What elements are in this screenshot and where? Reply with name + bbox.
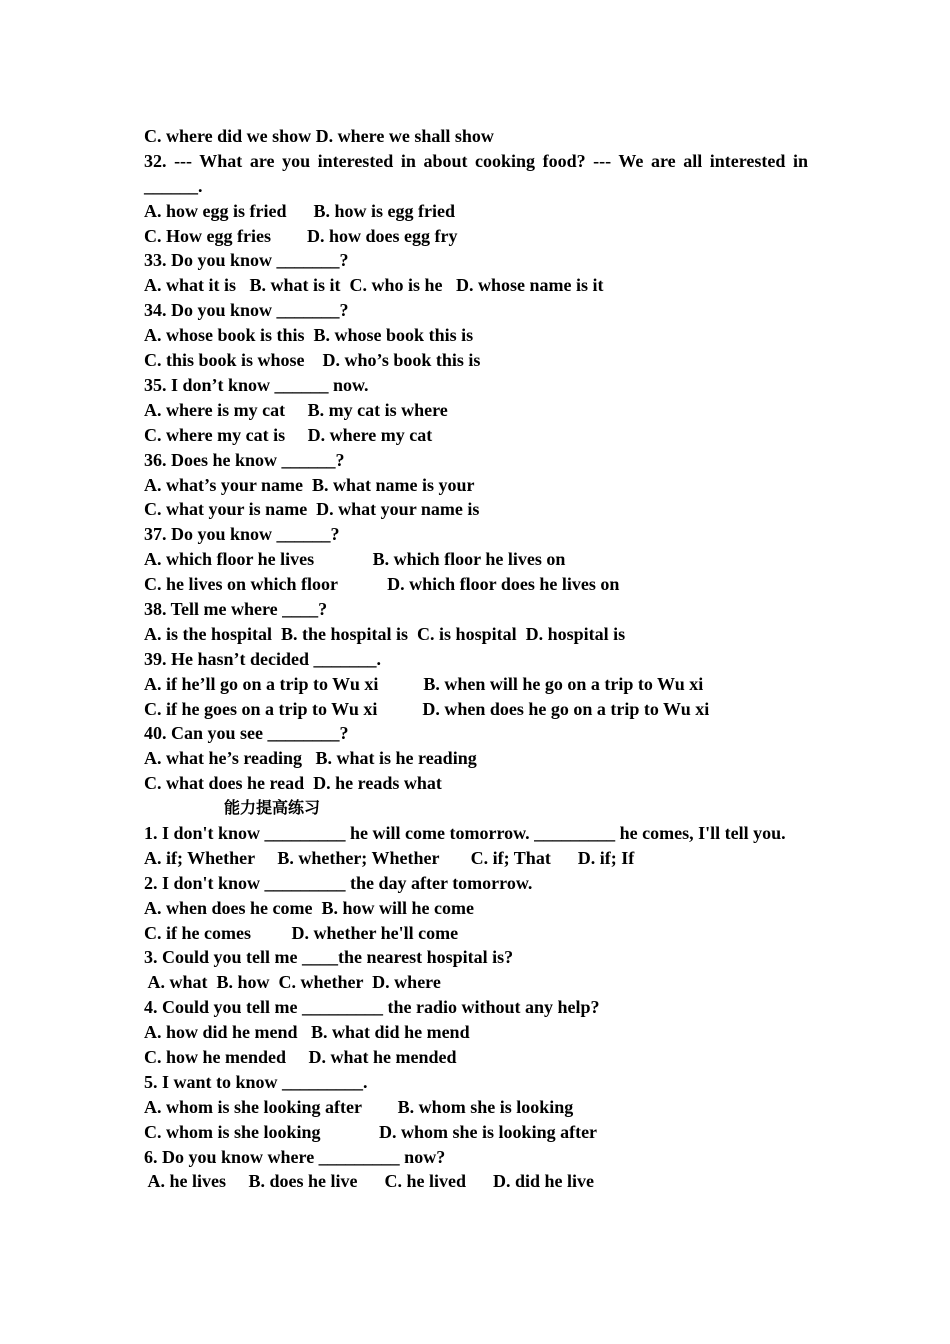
question-37: 37. Do you know ______? xyxy=(144,524,340,545)
options-line: A. he lives B. does he live C. he lived D. did he live xyxy=(144,1171,595,1192)
options-line: C. what your is name D. what your name is xyxy=(144,499,480,520)
section-heading: 能力提高练习 xyxy=(224,798,321,818)
options-line: C. he lives on which floor D. which floor does he lives on xyxy=(144,574,620,595)
options-line: A. what’s your name B. what name is your xyxy=(144,474,475,495)
question-2: 2. I don't know _________ the day after tomorrow. xyxy=(144,872,533,893)
options-line: C. what does he read D. he reads what xyxy=(144,773,442,794)
options-line: C. if he comes D. whether he'll come xyxy=(144,922,459,943)
options-line: A. is the hospital B. the hospital is C. is hospital D. hospital is xyxy=(144,623,626,644)
question-6: 6. Do you know where _________ now? xyxy=(144,1146,446,1167)
options-line: C. how he mended D. what he mended xyxy=(144,1047,457,1067)
question-36: 36. Does he know ______? xyxy=(144,449,345,470)
options-line: C. whom is she looking D. whom she is looking after xyxy=(144,1121,598,1142)
question-35: 35. I don’t know ______ now. xyxy=(144,374,369,395)
question-33: 33. Do you know _______? xyxy=(144,250,349,271)
options-line: A. where is my cat B. my cat is where xyxy=(144,399,448,420)
options-line: A. what he’s reading B. what is he reading xyxy=(144,748,477,769)
options-line: C. where my cat is D. where my cat xyxy=(144,424,433,445)
options-line: C. this book is whose D. who’s book this is xyxy=(144,350,481,371)
options-line: A. when does he come B. how will he come xyxy=(144,897,474,918)
options-line: A. which floor he lives B. which floor he lives on xyxy=(144,549,566,570)
question-4: 4. Could you tell me _________ the radio without any help? xyxy=(144,997,600,1018)
options-line: A. how did he mend B. what did he mend xyxy=(144,1022,470,1043)
options-line: C. if he goes on a trip to Wu xi D. when does he go on a trip to Wu xi xyxy=(144,698,710,719)
question-39: 39. He hasn’t decided _______. xyxy=(144,648,382,669)
question-32: 32. --- What are you interested in about cooking food? --- We are all interested in ______. xyxy=(144,150,808,196)
question-3: 3. Could you tell me ____the nearest hospital is? xyxy=(144,947,514,968)
options-line: A. whom is she looking after B. whom she is looking xyxy=(144,1096,574,1117)
question-38: 38. Tell me where ____? xyxy=(144,598,328,619)
options-line: A. how egg is fried B. how is egg fried xyxy=(144,200,455,221)
options-line: A. if; Whether B. whether; Whether C. if; That D. if; If xyxy=(144,847,635,868)
question-1: 1. I don't know _________ he will come tomorrow. _________ he comes, I'll tell you. xyxy=(144,822,786,843)
question-5: 5. I want to know _________. xyxy=(144,1071,368,1092)
document-page xyxy=(144,124,808,1194)
question-34: 34. Do you know _______? xyxy=(144,300,349,321)
question-40: 40. Can you see ________? xyxy=(144,723,349,744)
options-line: A. what it is B. what is it C. who is he D. whose name is it xyxy=(144,275,604,296)
options-line: A. whose book is this B. whose book this is xyxy=(144,325,474,346)
options-line: A. if he’ll go on a trip to Wu xi B. when will he go on a trip to Wu xi xyxy=(144,673,704,694)
options-line: C. How egg fries D. how does egg fry xyxy=(144,225,458,246)
options-line: A. what B. how C. whether D. where xyxy=(144,972,441,993)
text-line: C. where did we show D. where we shall show xyxy=(144,126,494,146)
